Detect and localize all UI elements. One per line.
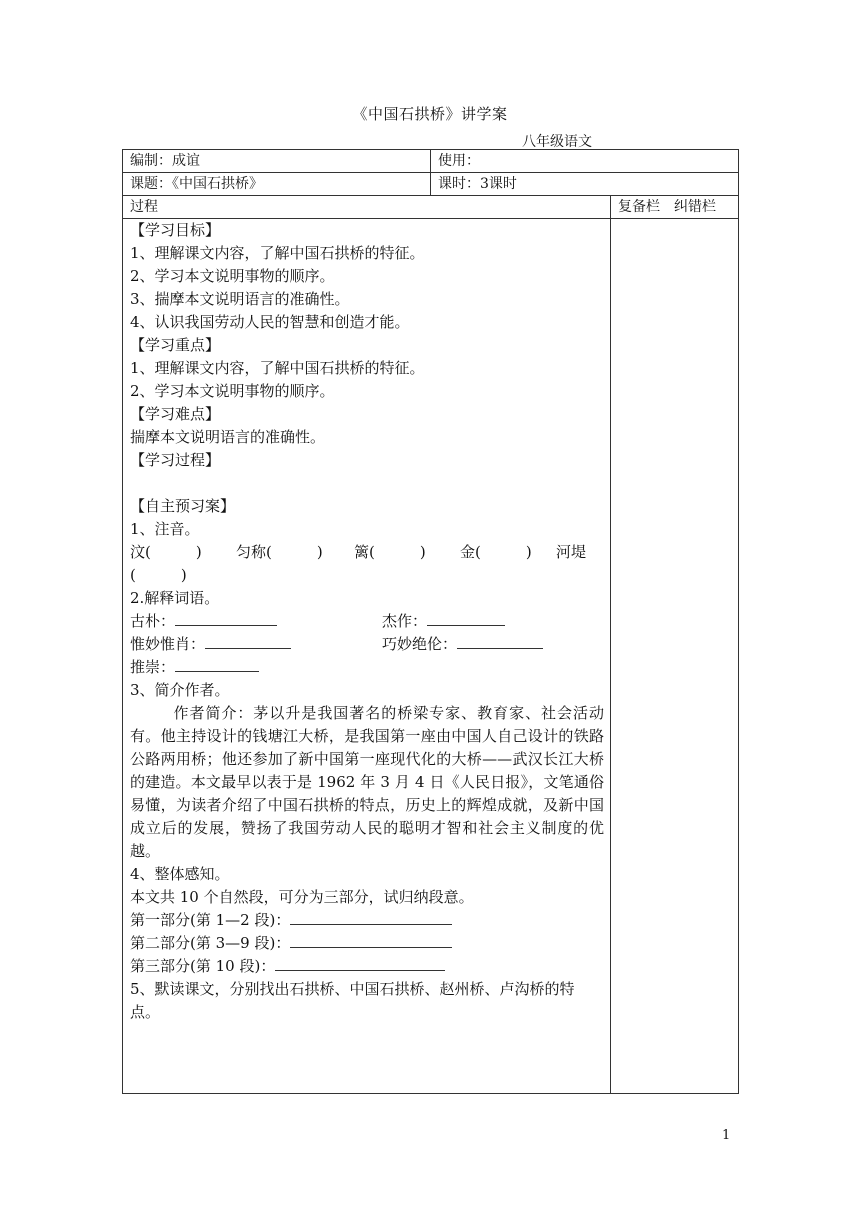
pinyin-tail: ( ) (130, 566, 187, 584)
pinyin-item: 河堤 (556, 543, 587, 561)
answer-blank[interactable] (175, 611, 277, 626)
part-row (130, 932, 610, 955)
answer-blank[interactable] (427, 611, 505, 626)
pinyin-row (130, 541, 610, 564)
goal-item: 3、揣摩本文说明语言的准确性。 (130, 290, 350, 308)
question-overview: 4、整体感知。 (130, 865, 230, 883)
part-label: 第三部分(第 10 段)： (130, 957, 276, 975)
goal-item: 4、认识我国劳动人民的智慧和创造才能。 (130, 313, 410, 331)
words-row (130, 610, 610, 633)
pinyin-item: 汶( ) (130, 543, 202, 561)
page-number: 1 (722, 1128, 731, 1143)
table-row-body (123, 219, 739, 1094)
editor-cell: 编制：成谊 (123, 150, 431, 173)
part-row (130, 955, 610, 978)
pinyin-item: 金( ) (460, 543, 532, 561)
use-cell: 使用： (431, 150, 739, 173)
key-item: 2、学习本文说明事物的顺序。 (130, 382, 335, 400)
question-features: 5、默读课文，分别找出石拱桥、中国石拱桥、赵州桥、卢沟桥的特点。 (130, 980, 575, 1021)
process-heading: 【学习过程】 (130, 451, 221, 469)
lesson-table (122, 149, 739, 1094)
word-qiaomiao: 巧妙绝伦： (382, 635, 458, 653)
question-pinyin: 1、注音。 (130, 520, 200, 538)
grade-subject: 八年级语文 (522, 134, 592, 150)
question-words: 2.解释词语。 (130, 589, 220, 607)
pinyin-item: 匀称( ) (236, 543, 323, 561)
pinyin-item: 篱( ) (354, 543, 426, 561)
words-row (130, 656, 610, 679)
author-intro: 作者简介：茅以升是我国著名的桥梁专家、教育家、社会活动有。他主持设计的钱塘江大桥，是我国第一座由中国人自己设计的铁路公路两用桥；他还参加了新中国第一座现代化的大桥——武汉长江大桥的建造。本文最早以表于是 1962 年 3 月 4 日《人民日报》，文笔通俗易懂，为读者介绍了中国石拱桥的特点，历史上的辉煌成就，及新中国成立后的发展，赞扬了我国劳动人民的聪明才智和社会主义制度的优越。 (130, 704, 604, 860)
answer-blank[interactable] (175, 657, 259, 672)
table-row-editor (123, 150, 739, 173)
document-title: 《中国石拱桥》讲学案 (352, 105, 508, 123)
difficulty-heading: 【学习难点】 (130, 405, 221, 423)
part-label: 第二部分(第 3—9 段)： (130, 934, 291, 952)
answer-blank[interactable] (457, 634, 543, 649)
review-column (611, 219, 739, 1094)
process-header-cell: 过程 (123, 196, 611, 219)
word-tuichong: 推崇： (130, 658, 176, 676)
question-author: 3、简介作者。 (130, 681, 230, 699)
word-weimiao: 惟妙惟肖： (130, 635, 206, 653)
part-label: 第一部分(第 1—2 段)： (130, 911, 291, 929)
table-row-topic (123, 173, 739, 196)
goal-item: 1、理解课文内容，了解中国石拱桥的特征。 (130, 244, 425, 262)
table-row-header (123, 196, 739, 219)
word-gupu: 古朴： (130, 612, 176, 630)
side-header-cell: 复备栏 纠错栏 (611, 196, 739, 219)
words-row (130, 633, 610, 656)
overview-text: 本文共 10 个自然段，可分为三部分，试归纳段意。 (130, 888, 474, 906)
hours-cell: 课时：3课时 (431, 173, 739, 196)
difficulty-item: 揣摩本文说明语言的准确性。 (130, 428, 326, 446)
key-heading: 【学习重点】 (130, 336, 221, 354)
lesson-body (123, 219, 611, 1094)
word-jiezuo: 杰作： (382, 612, 428, 630)
answer-blank[interactable] (290, 910, 452, 925)
answer-blank[interactable] (290, 933, 452, 948)
goals-heading: 【学习目标】 (130, 221, 221, 239)
answer-blank[interactable] (205, 634, 291, 649)
answer-blank[interactable] (275, 956, 445, 971)
topic-cell: 课题：《中国石拱桥》 (123, 173, 431, 196)
key-item: 1、理解课文内容，了解中国石拱桥的特征。 (130, 359, 425, 377)
goal-item: 2、学习本文说明事物的顺序。 (130, 267, 335, 285)
preview-heading: 【自主预习案】 (130, 497, 236, 515)
part-row (130, 909, 610, 932)
